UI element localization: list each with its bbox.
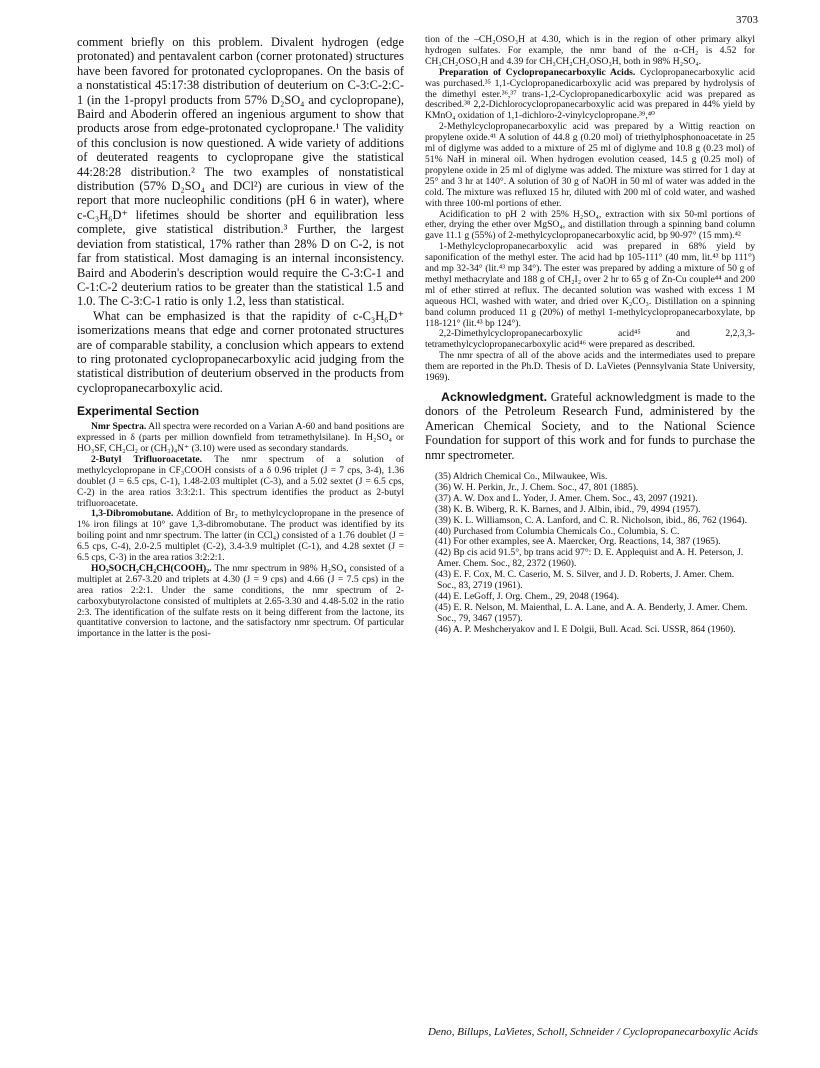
paragraph-text: Addition of Br₂ to methylcyclopropane in the presence of 1% iron filings at 10° gave 1,3-dibromobutane. The product was identified by its boiling point and nmr spectrum. The latter (in CCl₄) consisted of a 1.76 doublet (J = 6.5 cps, C-4), 2.0-2.5 multiplet (C-2), 3.4-3.9 multiplet (C-1), and 4.28 sextet (J = 6.5 cps, C-3) in the area ratios 3:2:2:1. (77, 508, 404, 564)
reference-item: (46) A. P. Meshcheryakov and I. E Dolgii, Bull. Acad. Sci. USSR, 864 (1960). (435, 623, 736, 635)
reference-item: (45) E. R. Nelson, M. Maienthal, L. A. Lane, and A. A. Benderly, J. Amer. Chem. Soc., 79, 3467 (1957). (435, 601, 748, 624)
run-in-heading: 2-Butyl Trifluoroacetate. (91, 453, 203, 465)
reference-item: (41) For other examples, see A. Maercker, Org. Reactions, 14, 387 (1965). (435, 536, 721, 548)
reference-list (425, 472, 755, 636)
experimental-paragraph (425, 242, 755, 329)
run-in-heading: HO₃SOCH₂CH₂CH(COOH)₂. (91, 562, 212, 574)
page-number: 3703 (736, 14, 758, 26)
experimental-paragraph (425, 329, 755, 351)
experimental-paragraph (77, 564, 404, 640)
left-column (77, 35, 404, 640)
reference-item: (42) Bp cis acid 91.5°, bp trans acid 97°: D. E. Applequist and A. H. Peterson, J. Amer. Chem. Soc., 82, 2372 (1960). (435, 547, 744, 570)
reference-item: (39) K. L. Williamson, C. A. Lanford, and C. R. Nicholson, ibid., 86, 762 (1964). (435, 514, 748, 526)
reference-item: (38) K. B. Wiberg, R. K. Barnes, and J. Albin, ibid., 79, 4994 (1957). (435, 503, 701, 515)
experimental-paragraph (77, 455, 404, 510)
continued-paragraph: tion of the –CH₂OSO₃H at 4.30, which is in the region of other primary alkyl hydrogen sulfates. For example, the nmr band of the α-CH₂ is 4.52 for CH₃CH₂OSO₃H and 4.39 for CH₃CH₂CH₂OSO₃H, both in 98% H₂SO₄. (425, 34, 755, 67)
paragraph-text: The nmr spectrum in 98% H₂SO₄ consisted of a multiplet at 2.67-3.20 and triplets at 4.30 (J = 9 cps) and 4.66 (J = 7.5 cps) in the area ratios 2:2:1. Under the same conditions, the nmr spectrum of 2-carboxybutyrolactone consisted of multiplets at 2.65-3.30 and 4.48-5.02 in the ratio 2:3. The identification of the sulfate rests on it being different from the lactone, its quantitative conversion to lactone, and the satisfactory nmr spectrum. Of particular importance in the latter is the posi- (77, 562, 404, 640)
paragraph-text: 2,2-Dimethylcyclopropanecarboxylic acid⁴⁵ and 2,2,3,3-tetramethylcyclopropanecarboxylic acid⁴⁶ were prepared as described. (425, 328, 755, 351)
experimental-paragraph (425, 351, 755, 384)
experimental-paragraph (425, 122, 755, 209)
reference-item: (36) W. H. Perkin, Jr., J. Chem. Soc., 47, 801 (1885). (435, 481, 639, 493)
experimental-paragraph (77, 422, 404, 455)
paragraph-text: Cyclopropanecarboxylic acid was purchased.³⁵ 1,1-Cyclopropanedicarboxylic acid was prepared by hydrolysis of the dimethyl ester.³⁶,³⁷ trans-1,2-Cyclopropanedicarboxylic acid was prepared as described.³⁸ 2,2-Dichlorocyclopropanecarboxylic acid was prepared in 44% yield by KMnO₄ oxidation of 1,1-dichloro-2-vinylcyclopropane.³⁹,⁴⁰ (425, 66, 755, 122)
acknowledgment-heading: Acknowledgment. (441, 390, 548, 404)
section-heading: Experimental Section (77, 404, 200, 419)
acknowledgment-text: Grateful acknowledgment is made to the donors of the Petroleum Research Fund, administered by the American Chemical Society, and to the National Science Foundation for support of this work and for funds to purchase the nmr spectrometer. (425, 390, 755, 462)
paragraph-text: All spectra were recorded on a Varian A-60 and band positions are expressed in δ (parts per million downfield from tetramethylsilane). In H₂SO₄ or HO₃SF, CH₂Cl₂ or (CH₃)₄N⁺ (3.10) were used as secondary standards. (77, 421, 404, 454)
experimental-paragraph (77, 509, 404, 564)
paragraph-text: The nmr spectrum of a solution of methylcyclopropane in CF₃COOH consists of a δ 0.96 triplet (J = 7 cps, 3-4), 1.36 doublet (J = 6.5 cps, C-1), 1.48-2.03 multiplet (C-3), and a 5.02 sextet (J = 6.5 cps, C-2) in the area ratios 3:3:2:1. This spectrum identifies the product as 2-butyl trifluoroacetate. (77, 453, 405, 509)
paragraph-text: The nmr spectra of all of the above acids and the intermediates used to prepare them are reported in the Ph.D. Thesis of D. LaVietes (Pennsylvania State University, 1969). (425, 350, 755, 384)
reference-item: (35) Aldrich Chemical Co., Milwaukee, Wis. (435, 471, 608, 483)
paragraph-text: 2-Methylcyclopropanecarboxylic acid was prepared by a Wittig reaction on propylene oxide.⁴¹ A solution of 44.8 g (0.20 mol) of triethylphosphonoacetate in 25 ml of diglyme was added to a mixture of 25 ml of diglyme and 10.8 g (0.23 mol) of 51% NaH in mineral oil. When hydrogen evolution ceased, 14.5 g (0.25 mol) of propylene oxide in 25 ml of diglyme was added. The mixture was stirred for 1 day at 25° and 3 hr at 140°. A solution of 30 g of NaOH in 50 ml of water was added in the cold. The mixture was refluxed 15 hr, diluted with 200 ml of cold water, and washed with three 100-ml portions of ether. (425, 121, 755, 209)
paragraph-text: Acidification to pH 2 with 25% H₂SO₄, extraction with six 50-ml portions of ether, drying the ether over MgSO₄, and distillation through a spinning band column gave 11.1 g (55%) of 2-methylcyclopropanecarboxylic acid, bp 90-97° (15 mm).⁴² (425, 208, 755, 242)
reference-item: (37) A. W. Dox and L. Yoder, J. Amer. Chem. Soc., 43, 2097 (1921). (435, 492, 698, 504)
run-in-heading: Preparation of Cyclopropanecarboxylic Acids. (439, 66, 636, 78)
run-in-heading: 1,3-Dibromobutane. (91, 508, 174, 520)
acknowledgment (425, 390, 755, 462)
running-footer: Deno, Billups, LaVietes, Scholl, Schneider / Cyclopropanecarboxylic Acids (427, 1026, 758, 1038)
right-column (425, 35, 755, 636)
reference-item: (40) Purchased from Columbia Chemicals Co., Columbia, S. C. (435, 525, 680, 537)
body-paragraph: What can be emphasized is that the rapidity of c-C₃H₆D⁺ isomerizations means that edge and corner protonated structures are of comparable stability, a conclusion which appears to extend to ring protonated cyclopropanecarboxylic acid judging from the statistical distribution of deuterium observed in the products from cyclopropanecarboxylic acid. (77, 308, 404, 395)
experimental-paragraph (425, 210, 755, 243)
body-paragraph: comment briefly on this problem. Divalent hydrogen (edge protonated) and pentavalent carbon (corner protonated) structures have been favored for protonated cyclopropanes. On the basis of a nonstatistical 45:17:38 distribution of deuterium on C-3:C-2:C-1 (in the 1-propyl products from 57% D₂SO₄ and cyclopropane), Baird and Aboderin offered an ingenious argument to show that products arose from edge-protonated cyclopropane.¹ The validity of this conclusion is now questioned. A wide variety of additions of deuterated reagents to cyclopropane give the statistical 44:28:28 distribution.² The two examples of nonstatistical distribution (57% D₂SO₄ and DCl²) are curious in view of the report that more nucleophilic conditions (pH 6 in water), where c-C₃H₆D⁺ lifetimes should be shorter and equilibration less complete, give statistical distribution.³ Further, the largest deviation from statistical, 17% rather than 28% D on C-2, is not far from statistical. Most damaging is an internal inconsistency. Baird and Aboderin's description would require the C-3:C-1 and C-1:C-2 deuterium ratios to be greater than the statistical 1.5 and 1.0. The C-3:C-1 ratio is only 1.2, less than statistical. (77, 35, 404, 309)
reference-item: (44) E. LeGoff, J. Org. Chem., 29, 2048 (1964). (435, 591, 620, 602)
paragraph-text: 1-Methylcyclopropanecarboxylic acid was prepared in 68% yield by saponification of the methyl ester. The acid had bp 105-111° (40 mm, lit.⁴³ bp 111°) and mp 32-34° (lit.⁴³ mp 34°). The ester was prepared by adding a mixture of 50 g of methyl methacrylate and 188 g of CH₂I₂ over 2 hr to 65 g of Zn-Cu couple⁴⁴ and 200 ml of ether stirred at reflux. The decanted solution was washed with excess 1 M aqueous HCl, washed with water, and dried over K₂CO₃. Distillation on a spinning band column produced 11 g (20%) of methyl 1-methylcyclopropanecarboxylate, bp 118-121° (lit.⁴³ bp 124°). (425, 241, 755, 329)
run-in-heading: Nmr Spectra. (91, 421, 147, 433)
reference-item: (43) E. F. Cox, M. C. Caserio, M. S. Silver, and J. D. Roberts, J. Amer. Chem. Soc., 83, 2719 (1961). (435, 569, 735, 592)
experimental-paragraph (425, 68, 755, 123)
